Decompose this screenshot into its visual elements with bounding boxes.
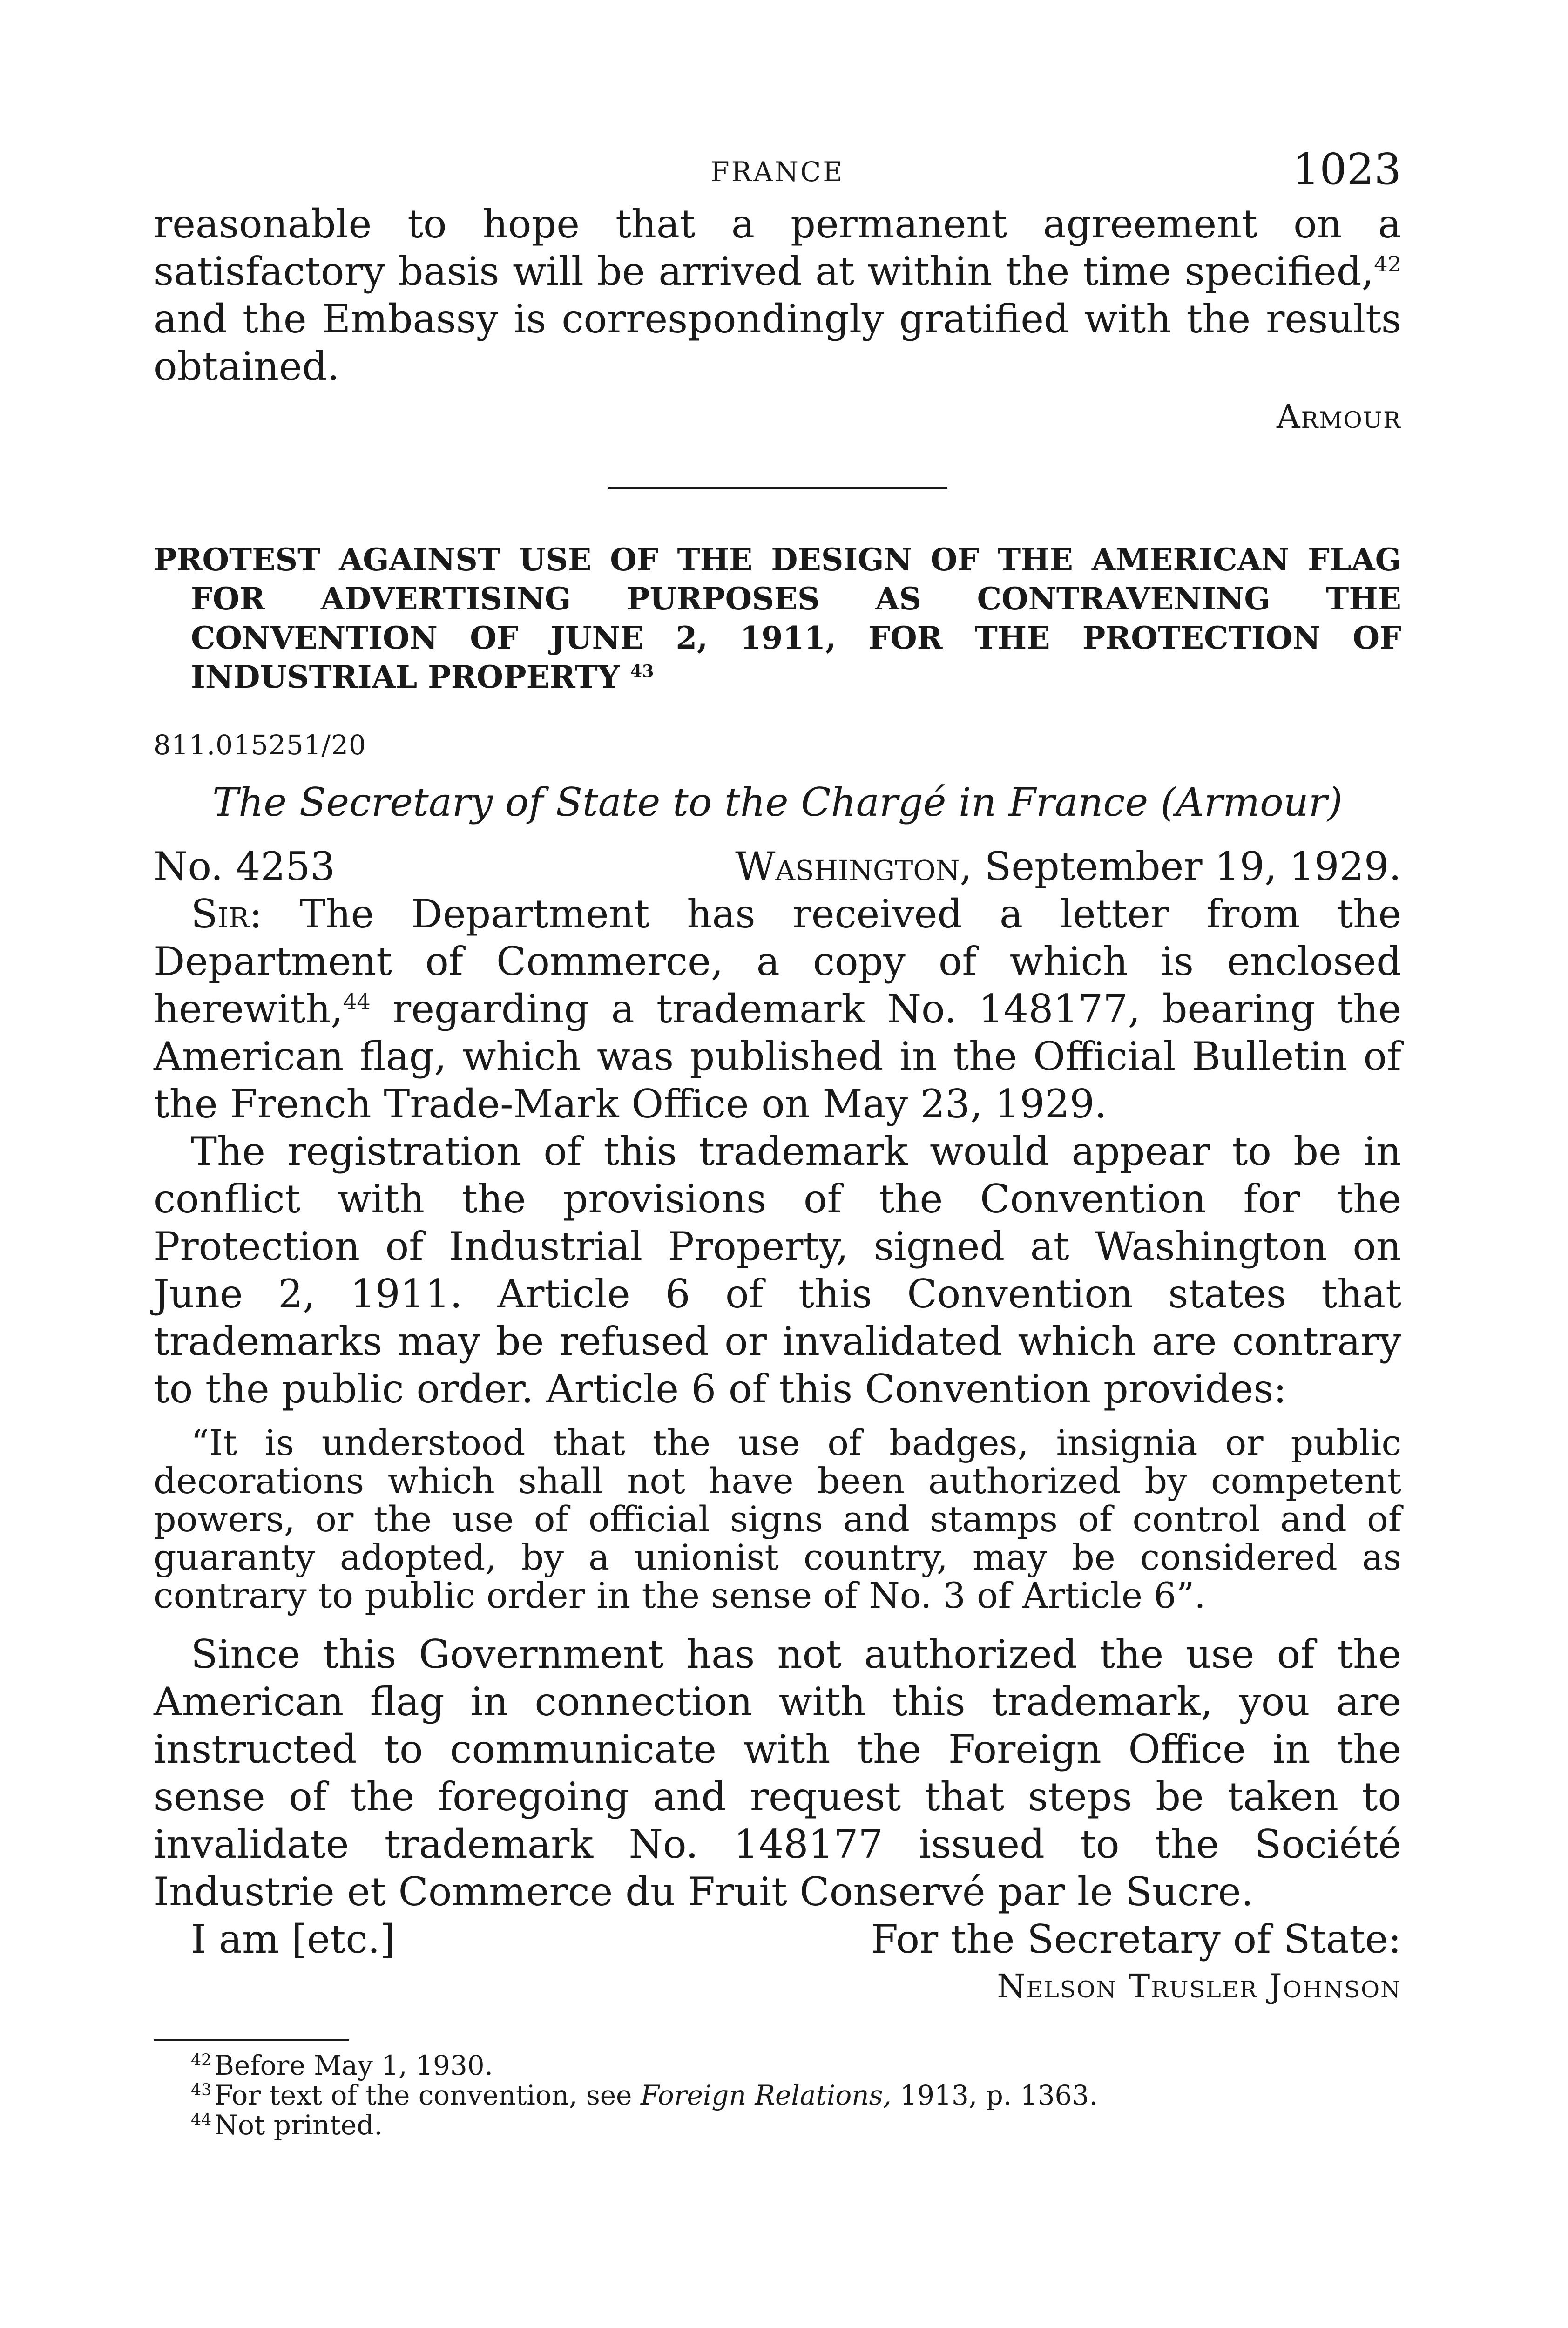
footnote-marker: 44 <box>191 2110 212 2129</box>
intro-signature: Armour <box>1277 398 1401 436</box>
letter-closing <box>154 1915 1401 1963</box>
dateline-place: Washington <box>735 844 960 889</box>
salutation: Sir <box>191 891 250 937</box>
section-heading-text: PROTEST AGAINST USE OF THE DESIGN OF THE AMERICAN FLAG FOR ADVERTISING PURPOSES AS CONTRAVENING THE CONVENTION OF JUNE 2, 1911, FOR THE PROTECTION OF INDUSTRIAL PROPERTY <box>154 541 1401 695</box>
footnote-text: For text of the convention, see <box>214 2079 641 2111</box>
document-number: No. 4253 <box>154 844 335 889</box>
footnote-ref-42[interactable]: 42 <box>1374 251 1401 277</box>
footnote-text: 1913, p. 1363. <box>891 2079 1098 2111</box>
footnote-divider <box>154 2039 349 2041</box>
closing-phrase: I am [etc.] <box>191 1916 396 1962</box>
footnote-42 <box>154 2051 1401 2080</box>
intro-text-b: and the Embassy is correspondingly gratified with the results obtained. <box>154 296 1401 389</box>
running-head-title: FRANCE <box>710 156 845 188</box>
section-heading <box>154 540 1401 697</box>
letter-paragraph-1 <box>154 890 1401 1128</box>
closing-attribution: For the Secretary of State: <box>871 1916 1401 1962</box>
dateline-place-date <box>735 843 1401 890</box>
footnote-ref-44[interactable]: 44 <box>343 989 371 1014</box>
letter-p1-text-a: : The Department has received a letter from the Department of Commerce, a copy of which is enclosed herewith, <box>154 891 1401 1032</box>
footnote-citation-title: Foreign Relations, <box>640 2079 892 2111</box>
intro-paragraph <box>154 200 1401 390</box>
letter-paragraph-3: Since this Government has not authorized the use of the American flag in connection with this trademark, you are instructed to communicate with the Foreign Office in the sense of the foregoing and request that steps be taken to invalidate trademark No. 148177 issued to the Société Industrie et Commerce du Fruit Conservé par le Sucre. <box>154 1631 1401 1915</box>
letter-paragraph-2: The registration of this trademark would appear to be in conflict with the provisions of the Convention for the Protection of Industrial Property, signed at Washington on June 2, 1911. Article 6 of this Convention states that trademarks may be refused or invalidated which are contrary to the public order. Article 6 of this Convention provides: <box>154 1129 1401 1412</box>
footnote-marker: 42 <box>191 2051 212 2070</box>
running-head <box>154 140 1401 200</box>
closing-signature: Nelson Trusler Johnson <box>997 1967 1401 2005</box>
dateline <box>154 843 1401 890</box>
footnote-44 <box>154 2110 1401 2140</box>
footnote-text: Before May 1, 1930. <box>214 2050 493 2081</box>
letter-p1-text-b: regarding a trademark No. 148177, bearing the American flag, which was published in the Official Bulletin of the French Trade-Mark Office on May 23, 1929. <box>154 986 1401 1127</box>
intro-text-a: reasonable to hope that a permanent agreement on a satisfactory basis will be arrived at within the time specified, <box>154 201 1401 294</box>
footnote-marker: 43 <box>191 2080 212 2099</box>
document-page <box>154 140 1401 2140</box>
dateline-date: , September 19, 1929. <box>960 844 1401 889</box>
footnote-43 <box>154 2080 1401 2110</box>
file-number: 811.015251/20 <box>154 729 366 761</box>
footnote-ref-43[interactable]: 43 <box>630 661 654 681</box>
convention-quote: “It is understood that the use of badges, insignia or public decorations which shall not have been authorized by competent powers, or the use of official signs and stamps of control and of guaranty adopted, by a unionist country, may be considered as contrary to public order in the sense of No. 3 of Article 6”. <box>154 1422 1401 1616</box>
document-addressee: The Secretary of State to the Chargé in France (Armour) <box>212 779 1343 825</box>
section-divider <box>608 487 947 489</box>
footnote-text: Not printed. <box>214 2109 383 2141</box>
page-number: 1023 <box>1292 144 1401 194</box>
